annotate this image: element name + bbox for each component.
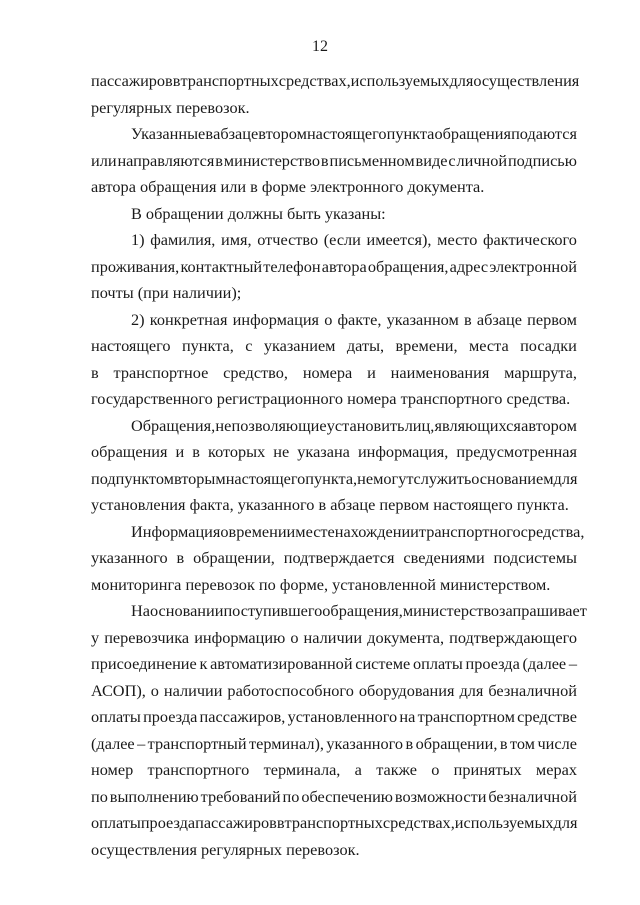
text-line: АСОП), о наличии работоспособного оборудования для безналичной <box>91 680 577 700</box>
text-line: В обращении должны быть указаны: <box>131 203 386 223</box>
paragraph <box>91 227 577 307</box>
text-line: обращения и в которых не указана информация, предусмотренная <box>91 442 577 461</box>
text-line: регулярных перевозок. <box>91 97 250 117</box>
page-number: 12 <box>312 38 328 55</box>
paragraph <box>91 201 577 228</box>
text-line: установления факта, указанного в абзаце первом настоящего пункта. <box>91 495 569 514</box>
text-line: пассажиров в транспортных средствах, используемых для осуществления <box>91 71 580 90</box>
text-line: у перевозчика информацию о наличии документа, подтверждающего <box>91 627 577 647</box>
text-line: проживания, контактный телефон автора обращения, адрес электронной <box>91 256 577 276</box>
text-line: Указанные в абзаце втором настоящего пункта обращения подаются <box>131 124 577 143</box>
text-line: по выполнению требований по обеспечению возможности безналичной <box>91 786 577 806</box>
text-line: На основании поступившего обращения, министерство запрашивает <box>131 601 587 620</box>
text-line: номер транспортного терминала, а также о принятых мерах <box>91 760 577 779</box>
text-line: осуществления регулярных перевозок. <box>91 839 360 859</box>
paragraph <box>91 598 587 863</box>
text-line: подпунктом вторым настоящего пункта, не могут служить основанием для <box>91 468 578 488</box>
text-line: 2) конкретная информация о факте, указанном в абзаце первом <box>131 309 577 329</box>
paragraph <box>91 68 580 121</box>
text-line: Обращения, не позволяющие установить лиц, являющихся автором <box>131 415 577 435</box>
text-line: Информация о времени и месте нахождении транспортного средства, <box>131 521 585 541</box>
text-line: присоединение к автоматизированной системе оплаты проезда (далее – <box>91 654 577 673</box>
paragraph <box>91 307 577 413</box>
text-line: автора обращения или в форме электронного документа. <box>91 177 485 196</box>
text-line: оплаты проезда пассажиров, установленного на транспортном средстве <box>91 707 577 726</box>
paragraph <box>91 413 577 519</box>
document-body <box>91 68 587 863</box>
text-line: (далее – транспортный терминал), указанного в обращении, в том числе <box>91 733 577 753</box>
text-line: или направляются в министерство в письменном виде с личной подписью <box>91 150 577 170</box>
text-line: оплаты проезда пассажиров в транспортных средствах, используемых для <box>91 813 578 832</box>
text-line: мониторинга перевозок по форме, установленной министерством. <box>91 574 551 594</box>
text-line: настоящего пункта, с указанием даты, времени, места посадки <box>91 336 577 355</box>
text-line: 1) фамилия, имя, отчество (если имеется), место фактического <box>131 230 577 249</box>
paragraph <box>91 121 577 201</box>
paragraph <box>91 519 585 599</box>
text-line: почты (при наличии); <box>91 283 242 302</box>
text-line: в транспортное средство, номера и наименования маршрута, <box>91 362 577 382</box>
text-line: указанного в обращении, подтверждается сведениями подсистемы <box>91 548 577 567</box>
text-line: государственного регистрационного номера транспортного средства. <box>91 389 571 408</box>
